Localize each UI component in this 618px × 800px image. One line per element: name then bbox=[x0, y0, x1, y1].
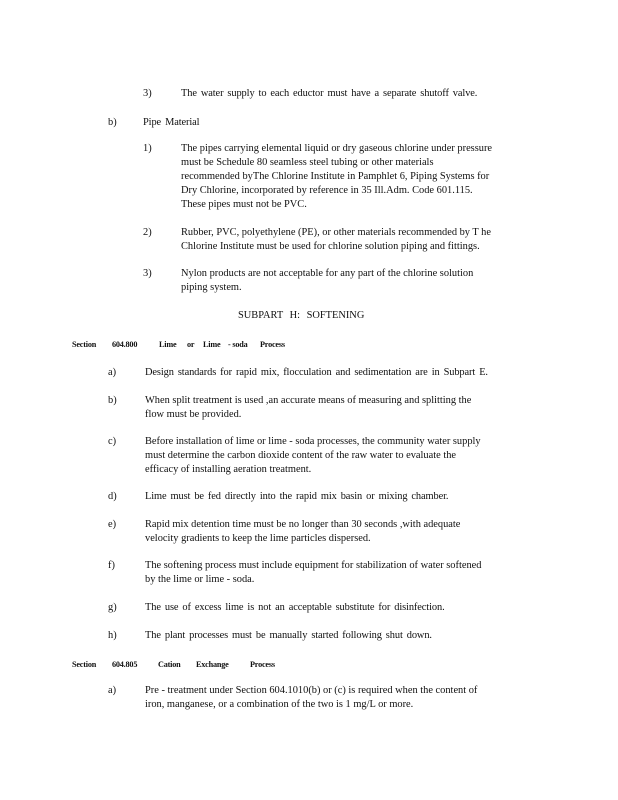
paragraph-line: velocity gradients to keep the lime particles dispersed. bbox=[145, 533, 371, 544]
item-text: The plant processes must be manually started following shut down. bbox=[145, 630, 432, 641]
paragraph-line: Before installation of lime or lime - soda processes, the community water supply bbox=[145, 436, 481, 447]
section-number: 604.805 bbox=[112, 660, 138, 669]
paragraph bbox=[145, 394, 471, 422]
section-label: Section bbox=[72, 340, 97, 349]
paragraph-line: piping system. bbox=[181, 282, 242, 293]
paragraph-line: by the lime or lime - soda. bbox=[145, 574, 255, 585]
section-title-word: Process bbox=[260, 340, 285, 349]
paragraph bbox=[145, 435, 481, 477]
paragraph-line: Chlorine Institute must be used for chlorine solution piping and fittings. bbox=[181, 241, 480, 252]
paragraph bbox=[145, 518, 460, 546]
paragraph-line: recommended byThe Chlorine Institute in Pamphlet 6, Piping Systems for bbox=[181, 171, 490, 182]
item-text: The use of excess lime is not an acceptable substitute for disinfection. bbox=[145, 602, 445, 613]
item-marker: f) bbox=[108, 560, 115, 571]
paragraph-line: flow must be provided. bbox=[145, 409, 242, 420]
paragraph-line: Nylon products are not acceptable for any part of the chlorine solution bbox=[181, 268, 474, 279]
item-marker: 3) bbox=[143, 268, 152, 279]
item-marker: 3) bbox=[143, 88, 152, 99]
paragraph-line: Rapid mix detention time must be no longer than 30 seconds ,with adequate bbox=[145, 519, 461, 530]
paragraph-line: The pipes carrying elemental liquid or dry gaseous chlorine under pressure bbox=[181, 143, 493, 154]
paragraph-line: Dry Chlorine, incorporated by reference in 35 Ill.Adm. Code 601.115. bbox=[181, 185, 473, 196]
item-marker: d) bbox=[108, 491, 117, 502]
paragraph bbox=[145, 559, 481, 587]
paragraph bbox=[145, 684, 477, 712]
paragraph-line: iron, manganese, or a combination of the two is 1 mg/L or more. bbox=[145, 699, 414, 710]
item-text: Design standards for rapid mix, flocculation and sedimentation are in Subpart E. bbox=[145, 367, 488, 378]
paragraph-line: must be Schedule 80 seamless steel tubing or other materials bbox=[181, 157, 434, 168]
paragraph-line: efficacy of installing aeration treatment. bbox=[145, 464, 312, 475]
section-title-word: - soda bbox=[228, 340, 248, 349]
item-marker: 2) bbox=[143, 227, 152, 238]
paragraph-line: The softening process must include equipment for stabilization of water softened bbox=[145, 560, 482, 571]
item-marker: b) bbox=[108, 117, 117, 128]
paragraph-line: Rubber, PVC, polyethylene (PE), or other materials recommended by T he bbox=[181, 227, 491, 238]
item-marker: a) bbox=[108, 367, 117, 378]
section-title-word: Process bbox=[250, 660, 275, 669]
paragraph-line: Pre - treatment under Section 604.1010(b) or (c) is required when the content of bbox=[145, 685, 478, 696]
paragraph bbox=[181, 226, 491, 254]
subpart-title: SUBPART H: SOFTENING bbox=[238, 310, 365, 321]
section-title-word: Cation bbox=[158, 660, 181, 669]
section-title-word: Lime bbox=[159, 340, 177, 349]
item-marker: g) bbox=[108, 602, 117, 613]
item-marker: 1) bbox=[143, 143, 152, 154]
section-title-word: Lime bbox=[203, 340, 221, 349]
item-text: The water supply to each eductor must have a separate shutoff valve. bbox=[181, 88, 478, 99]
section-label: Section bbox=[72, 660, 97, 669]
paragraph-line: These pipes must not be PVC. bbox=[181, 199, 307, 210]
paragraph-line: must determine the carbon dioxide content of the raw water to evaluate the bbox=[145, 450, 457, 461]
section-title-word: Exchange bbox=[196, 660, 229, 669]
item-text: Lime must be fed directly into the rapid mix basin or mixing chamber. bbox=[145, 491, 449, 502]
paragraph bbox=[181, 142, 492, 212]
paragraph bbox=[181, 267, 473, 295]
item-marker: h) bbox=[108, 630, 117, 641]
subsection-heading: Pipe Material bbox=[143, 117, 200, 128]
paragraph-line: When split treatment is used ,an accurate means of measuring and splitting the bbox=[145, 395, 472, 406]
item-marker: b) bbox=[108, 395, 117, 406]
item-marker: a) bbox=[108, 685, 117, 696]
item-marker: c) bbox=[108, 436, 117, 447]
item-marker: e) bbox=[108, 519, 117, 530]
section-number: 604.800 bbox=[112, 340, 138, 349]
section-title-word: or bbox=[187, 340, 195, 349]
